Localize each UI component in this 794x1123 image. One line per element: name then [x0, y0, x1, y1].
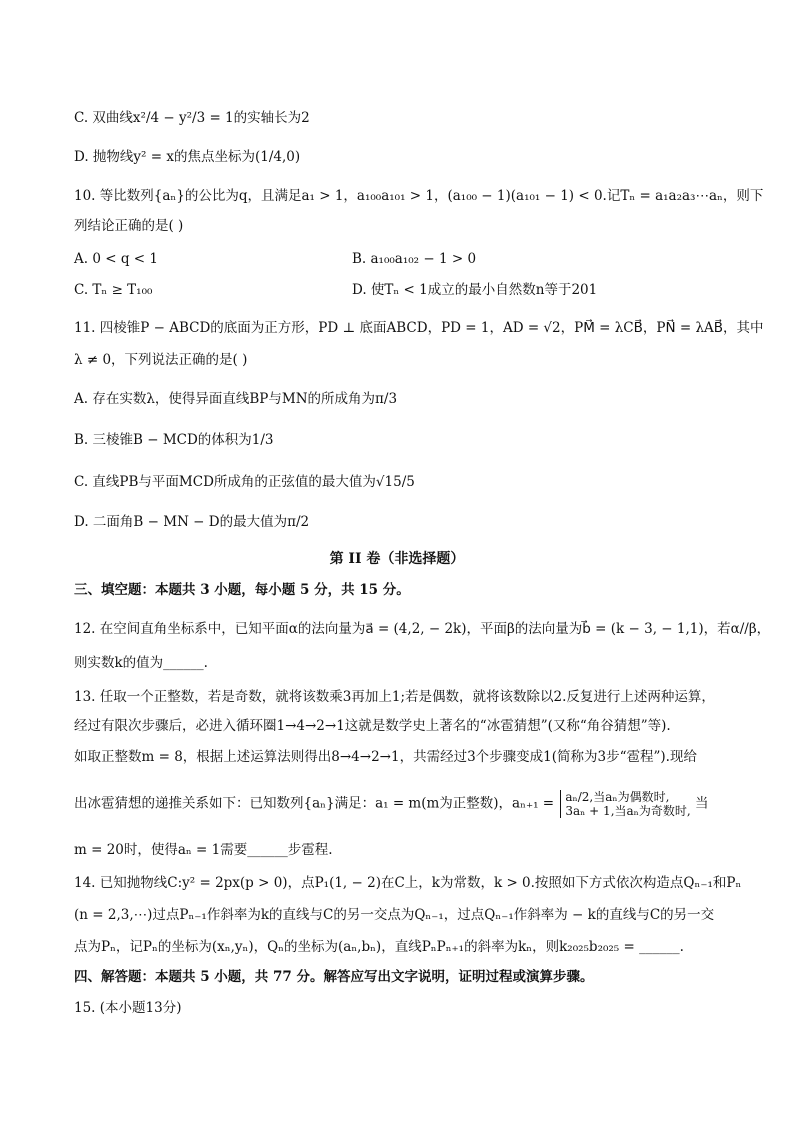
recurrence-suffix: 当 [694, 795, 709, 812]
question-13-recurrence [74, 790, 708, 818]
question-10-stem: 10. 等比数列{aₙ}的公比为q，且满足a₁ > 1，a₁₀₀a₁₀₁ > 1，(a₁₀₀ − 1)(a₁₀₁ − 1) < 0.记Tₙ = a₁a₂a₃⋯aₙ，则下 [74, 188, 764, 204]
section-2-title: 第 II 卷（非选择题） [329, 551, 465, 567]
piecewise-even-case: aₙ/2,当aₙ为偶数时, [565, 790, 670, 804]
question-15-heading: 15. (本小题13分) [74, 1000, 182, 1016]
question-10-option-c: C. Tₙ ≥ T₁₀₀ [74, 282, 153, 298]
question-11-option-a: A. 存在实数λ，使得异面直线BP与MN的所成角为π/3 [74, 391, 398, 407]
question-11-option-b: B. 三棱锥B − MCD的体积为1/3 [74, 432, 274, 448]
question-13-stem-line5: m = 20时，使得aₙ = 1需要______步雹程. [74, 842, 333, 858]
question-10-option-d: D. 使Tₙ < 1成立的最小自然数n等于201 [352, 282, 598, 298]
question-13-stem-line3: 如取正整数m = 8，根据上述运算法则得出8→4→2→1，共需经过3个步骤变成1(简称为3步“雹程”).现给 [74, 749, 697, 765]
question-11-stem: 11. 四棱锥P − ABCD的底面为正方形，PD ⊥ 底面ABCD，PD = 1，AD = √2，PM⃗ = λCB⃗，PN⃗ = λAB⃗，其中 [74, 320, 764, 336]
question-14-stem: 14. 已知抛物线C:y² = 2px(p > 0)，点P₁(1, − 2)在C上，k为常数，k > 0.按照如下方式依次构造点Qₙ₋₁和Pₙ [74, 875, 742, 891]
question-11-stem-cont: λ ≠ 0，下列说法正确的是( ) [74, 352, 248, 368]
fill-in-heading: 三、填空题：本题共 3 小题，每小题 5 分，共 15 分。 [74, 582, 410, 598]
question-10-stem-cont: 列结论正确的是( ) [74, 218, 184, 234]
question-10-option-a: A. 0 < q < 1 [74, 251, 158, 267]
question-13-stem: 13. 任取一个正整数，若是奇数，就将该数乘3再加上1;若是偶数，就将该数除以2.反复进行上述两种运算， [74, 689, 715, 705]
piecewise-odd-case: 3aₙ + 1,当aₙ为奇数时, [565, 804, 691, 818]
question-14-stem-line3: 点为Pₙ，记Pₙ的坐标为(xₙ,yₙ)，Qₙ的坐标为(aₙ,bₙ)，直线PₙPₙ₊₁的斜率为kₙ，则k₂₀₂₅b₂₀₂₅ = ______. [74, 939, 684, 955]
solution-heading: 四、解答题：本题共 5 小题，共 77 分。解答应写出文字说明，证明过程或演算步骤。 [74, 969, 594, 985]
recurrence-prefix: 出冰雹猜想的递推关系如下：已知数列{aₙ}满足：a₁ = m(m为正整数)，aₙ₊₁ = [74, 795, 555, 812]
question-13-stem-line2: 经过有限次步骤后，必进入循环圈1→4→2→1这就是数学史上著名的“冰雹猜想”(又称“角谷猜想”等). [74, 718, 671, 734]
question-14-stem-line2: (n = 2,3,⋯)过点Pₙ₋₁作斜率为k的直线与C的另一交点为Qₙ₋₁，过点Qₙ₋₁作斜率为 − k的直线与C的另一交 [74, 907, 715, 923]
question-10-option-b: B. a₁₀₀a₁₀₂ − 1 > 0 [352, 251, 477, 267]
question-11-option-d: D. 二面角B − MN − D的最大值为π/2 [74, 514, 310, 530]
question-12-stem: 12. 在空间直角坐标系中，已知平面α的法向量为a⃗ = (4,2, − 2k)，平面β的法向量为b⃗ = (k − 3, − 1,1)，若α//β， [74, 621, 771, 637]
piecewise-brace [560, 790, 690, 818]
question-12-stem-cont: 则实数k的值为______. [74, 655, 208, 671]
option-c-hyperbola: C. 双曲线x²/4 − y²/3 = 1的实轴长为2 [74, 110, 310, 126]
option-d-parabola: D. 抛物线y² = x的焦点坐标为(1/4,0) [74, 149, 301, 165]
question-11-option-c: C. 直线PB与平面MCD所成角的正弦值的最大值为√15/5 [74, 474, 415, 490]
